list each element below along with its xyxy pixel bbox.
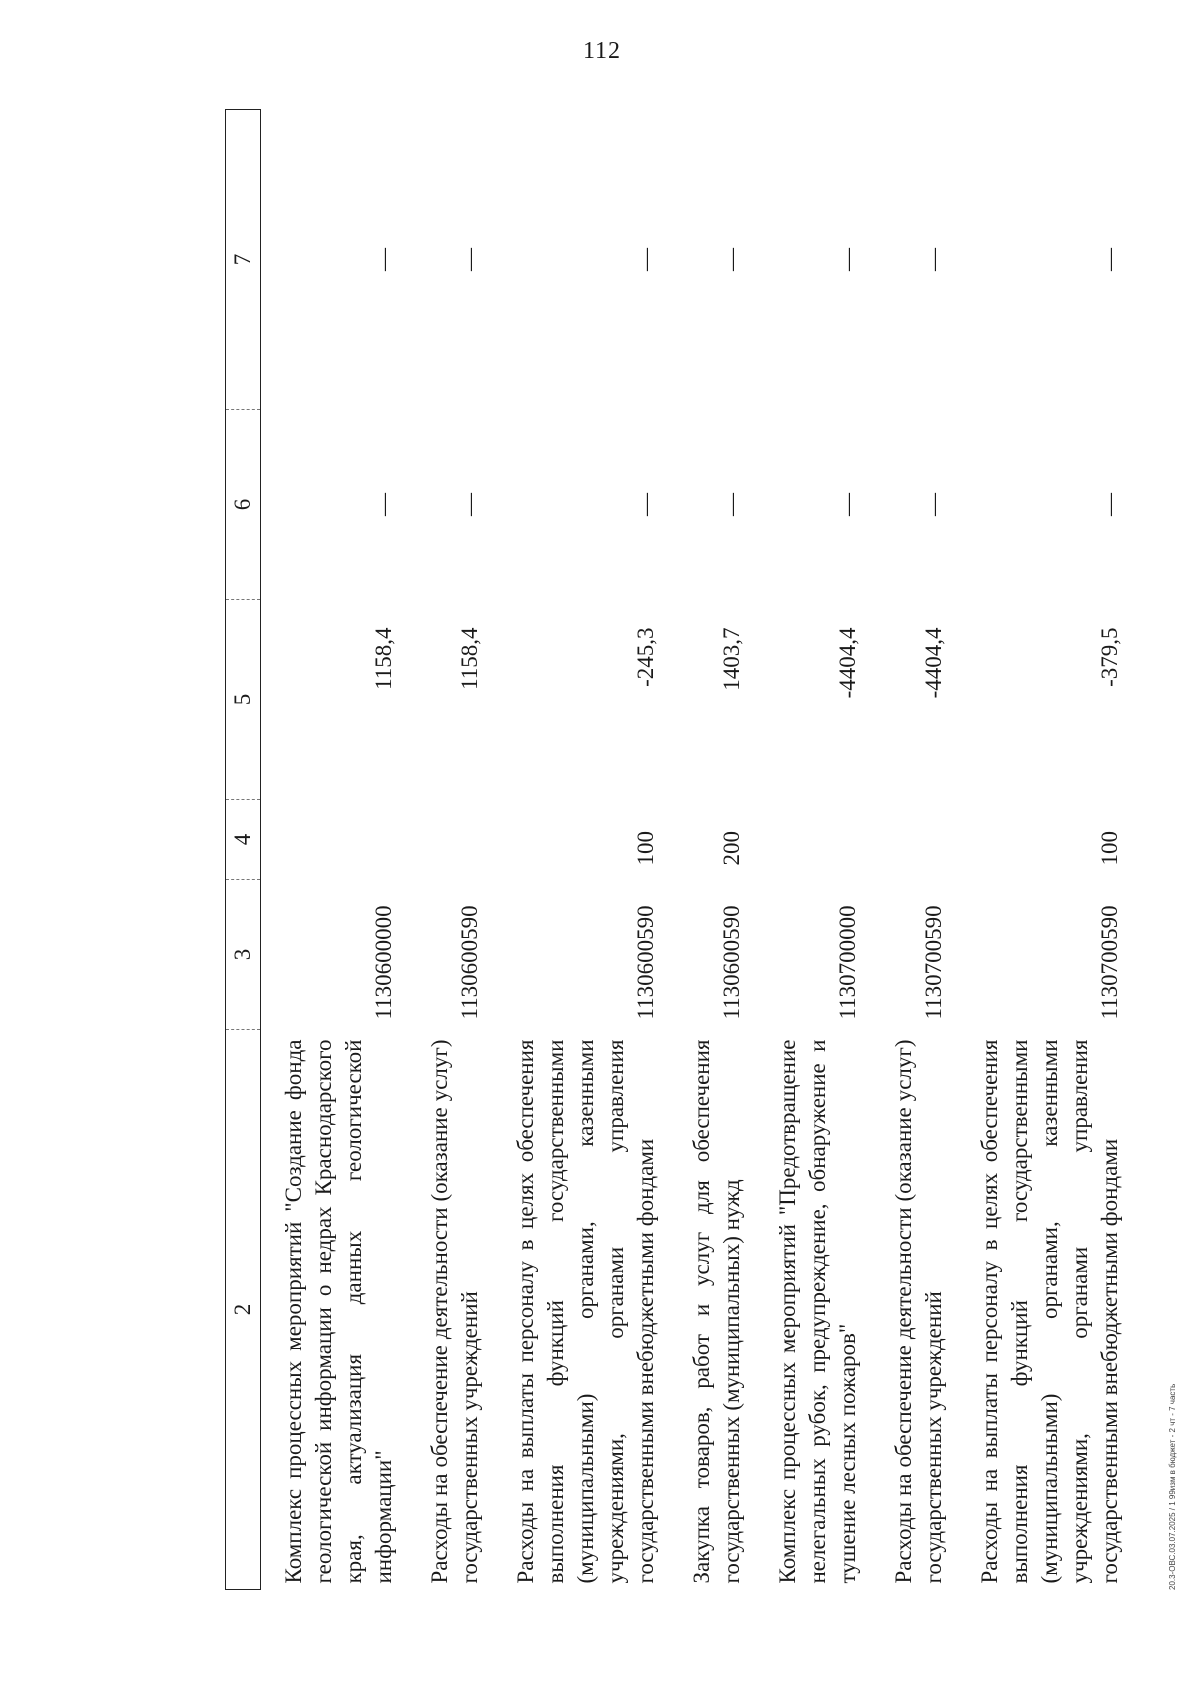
table-row [261, 110, 408, 1590]
row-description: Закупка товаров, работ и услуг для обеспечения государственных (муниципальных) нужд [689, 1039, 744, 1584]
table-row [755, 110, 871, 1590]
row-description: Комплекс процессных мероприятий "Предотвращение нелегальных рубок, предупреждение, обнаружение и тушение лесных пожаров" [775, 1039, 860, 1584]
footer-document-id: 20.3-ОВС.03.07.2025 / 1 99изм в бюджет - 2 чт - 7 часть [1168, 1383, 1177, 1590]
row-col6: — [835, 493, 860, 516]
table-row [493, 110, 669, 1590]
row-description: Расходы на обеспечение деятельности (оказание услуг) государственных учреждений [427, 1039, 482, 1584]
header-col-4: 4 [226, 800, 261, 880]
row-type [407, 800, 493, 880]
table-row [407, 110, 493, 1590]
header-col-6: 6 [226, 410, 261, 600]
table-row [871, 110, 957, 1590]
row-amount: -379,5 [1097, 627, 1122, 687]
row-col6: — [457, 493, 482, 516]
row-type: 100 [633, 831, 658, 866]
row-type: 100 [1097, 831, 1122, 866]
row-col7: — [719, 248, 744, 271]
row-description: Комплекс процессных мероприятий "Создание фонда геологической информации о недрах Краснодарского края, актуализация данных геологической информации" [281, 1039, 396, 1584]
row-col7: — [1097, 248, 1122, 271]
row-description: Расходы на выплаты персоналу в целях обеспечения выполнения функций государственными (муниципальными) органами, казенными учреждениями, органами управления государственными внебюджетными фондами [977, 1039, 1122, 1584]
row-amount: 1158,4 [457, 627, 482, 690]
row-amount: -4404,4 [835, 627, 860, 699]
row-type [871, 800, 957, 880]
row-col6: — [719, 493, 744, 516]
row-amount: 1403,7 [719, 627, 744, 691]
row-col7: — [371, 248, 396, 271]
row-code: 1130600590 [719, 905, 744, 1020]
row-col7: — [921, 248, 946, 271]
table-header-row [226, 110, 261, 1590]
row-amount: -245,3 [633, 627, 658, 687]
row-type [261, 800, 408, 880]
row-code: 1130600590 [457, 905, 482, 1020]
table-row [669, 110, 755, 1590]
row-type [755, 800, 871, 880]
header-col-2: 2 [226, 1030, 261, 1590]
row-code: 1130700000 [835, 905, 860, 1020]
row-code: 1130700590 [1097, 905, 1122, 1020]
row-col7: — [633, 248, 658, 271]
row-amount: -4404,4 [921, 627, 946, 699]
header-col-7: 7 [226, 110, 261, 410]
row-type: 200 [719, 831, 744, 866]
budget-table [225, 109, 1133, 1590]
row-description: Расходы на обеспечение деятельности (оказание услуг) государственных учреждений [891, 1039, 946, 1584]
header-col-5: 5 [226, 600, 261, 800]
header-col-3: 3 [226, 880, 261, 1030]
row-code: 1130600000 [371, 905, 396, 1020]
rotated-table-container [225, 110, 1122, 1590]
page-number: 112 [582, 38, 622, 64]
row-col6: — [371, 493, 396, 516]
row-col7: — [835, 248, 860, 271]
row-col7: — [457, 248, 482, 271]
row-col6: — [1097, 493, 1122, 516]
row-description: Расходы на выплаты персоналу в целях обеспечения выполнения функций государственными (муниципальными) органами, казенными учреждениями, органами управления государственными внебюджетными фондами [513, 1039, 658, 1584]
row-code: 1130700590 [921, 905, 946, 1020]
row-col6: — [633, 493, 658, 516]
row-col6: — [921, 493, 946, 516]
row-amount: 1158,4 [371, 627, 396, 690]
row-code: 1130600590 [633, 905, 658, 1020]
table-row [957, 110, 1133, 1590]
